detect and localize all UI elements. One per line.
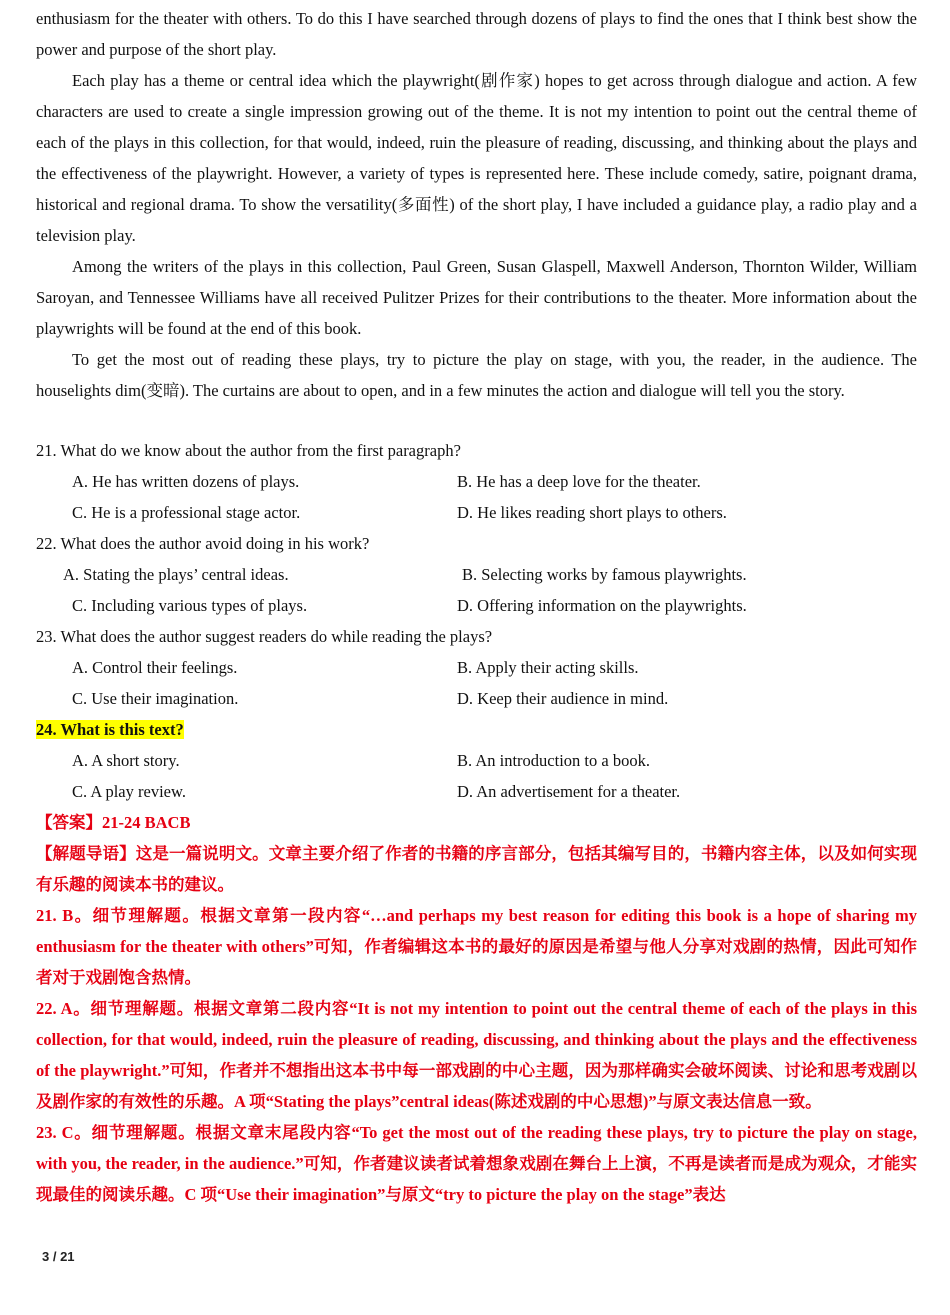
question-stem-highlighted: 24. What is this text?	[36, 720, 184, 739]
option-b: B. An introduction to a book.	[457, 751, 650, 770]
passage-paragraph-1: enthusiasm for the theater with others. To do this I have searched through dozens of plays to find the ones that I think best show the power and purpose of the short play.	[36, 9, 917, 59]
option-d: D. He likes reading short plays to others.	[457, 503, 727, 522]
option-d: D. Keep their audience in mind.	[457, 689, 669, 708]
option-b: B. He has a deep love for the theater.	[457, 472, 701, 491]
option-a: A. He has written dozens of plays.	[72, 472, 300, 491]
question-stem: 22. What does the author avoid doing in his work?	[36, 534, 370, 553]
explanation-22: 22. A。细节理解题。根据文章第二段内容“It is not my intention to point out the central theme of each of the plays in this collection, for that would, indeed, ruin the pleasure of reading, discussing, and thinking about the plays and the effectiveness of the playwright.”可知，作者并不想指出这本书中每一部戏剧的中心主题，因为那样确实会破坏阅读、讨论和思考戏剧以及剧作家的有效性的乐趣。A 项“Stating the plays”central ideas(陈述戏剧的中心思想)”与原文表达信息一致。	[36, 999, 917, 1111]
question-stem: 23. What does the author suggest readers do while reading the plays?	[36, 627, 493, 646]
option-a: A. A short story.	[72, 751, 180, 770]
passage-paragraph-3: Among the writers of the plays in this collection, Paul Green, Susan Glaspell, Maxwell Anderson, Thornton Wilder, William Saroyan, and Tennessee Williams have all received Pulitzer Prizes for their contributions to the theater. More information about the playwrights will be found at the end of this book.	[36, 257, 917, 338]
passage-paragraph-2: Each play has a theme or central idea which the playwright(剧作家) hopes to get across through dialogue and action. A few characters are used to create a single impression growing out of the theme. It is not my intention to point out the central theme of each of the plays in this collection, for that would, indeed, ruin the pleasure of reading, discussing, and thinking about the plays and the effectiveness of the playwright. However, a variety of types is represented here. These include comedy, satire, poignant drama, historical and regional drama. To show the versatility(多面性) of the short play, I have included a guidance play, a radio play and a television play.	[36, 71, 917, 245]
explanation-21: 21. B。细节理解题。根据文章第一段内容“…and perhaps my best reason for editing this book is a hope of sharing my enthusiasm for the theater with others”可知，作者编辑这本书的最好的原因是希望与他人分享对戏剧的热情，因此可知作者对于戏剧饱含热情。	[36, 906, 917, 987]
option-c: C. A play review.	[72, 782, 186, 801]
answer-explanation	[36, 807, 917, 1210]
option-b: B. Selecting works by famous playwrights.	[462, 565, 747, 584]
option-a: A. Control their feelings.	[72, 658, 238, 677]
option-c: C. Use their imagination.	[72, 689, 239, 708]
option-c: C. He is a professional stage actor.	[72, 503, 301, 522]
option-b: B. Apply their acting skills.	[457, 658, 639, 677]
option-d: D. Offering information on the playwrights.	[457, 596, 747, 615]
option-d: D. An advertisement for a theater.	[457, 782, 681, 801]
passage-paragraph-4: To get the most out of reading these plays, try to picture the play on stage, with you, the reader, in the audience. The houselights dim(变暗). The curtains are about to open, and in a few minutes the action and dialogue will tell you the story.	[36, 350, 917, 400]
question-stem: 21. What do we know about the author from the first paragraph?	[36, 441, 461, 460]
answer-guide: 【解题导语】这是一篇说明文。文章主要介绍了作者的书籍的序言部分，包括其编写目的，书籍内容主体，以及如何实现有乐趣的阅读本书的建议。	[36, 844, 917, 894]
page-number: 3 / 21	[42, 1249, 75, 1264]
explanation-23: 23. C。细节理解题。根据文章末尾段内容“To get the most out of the reading these plays, try to picture the play on stage, with you, the reader, in the audience.”可知，作者建议读者试着想象戏剧在舞台上上演，不再是读者而是成为观众，才能实现最佳的阅读乐趣。C 项“Use their imagination”与原文“try to picture the play on the stage”表达	[36, 1123, 917, 1204]
answer-key: 【答案】21-24 BACB	[36, 813, 191, 832]
reading-passage	[36, 3, 917, 406]
option-a: A. Stating the plays’ central ideas.	[63, 565, 289, 584]
option-c: C. Including various types of plays.	[72, 596, 308, 615]
